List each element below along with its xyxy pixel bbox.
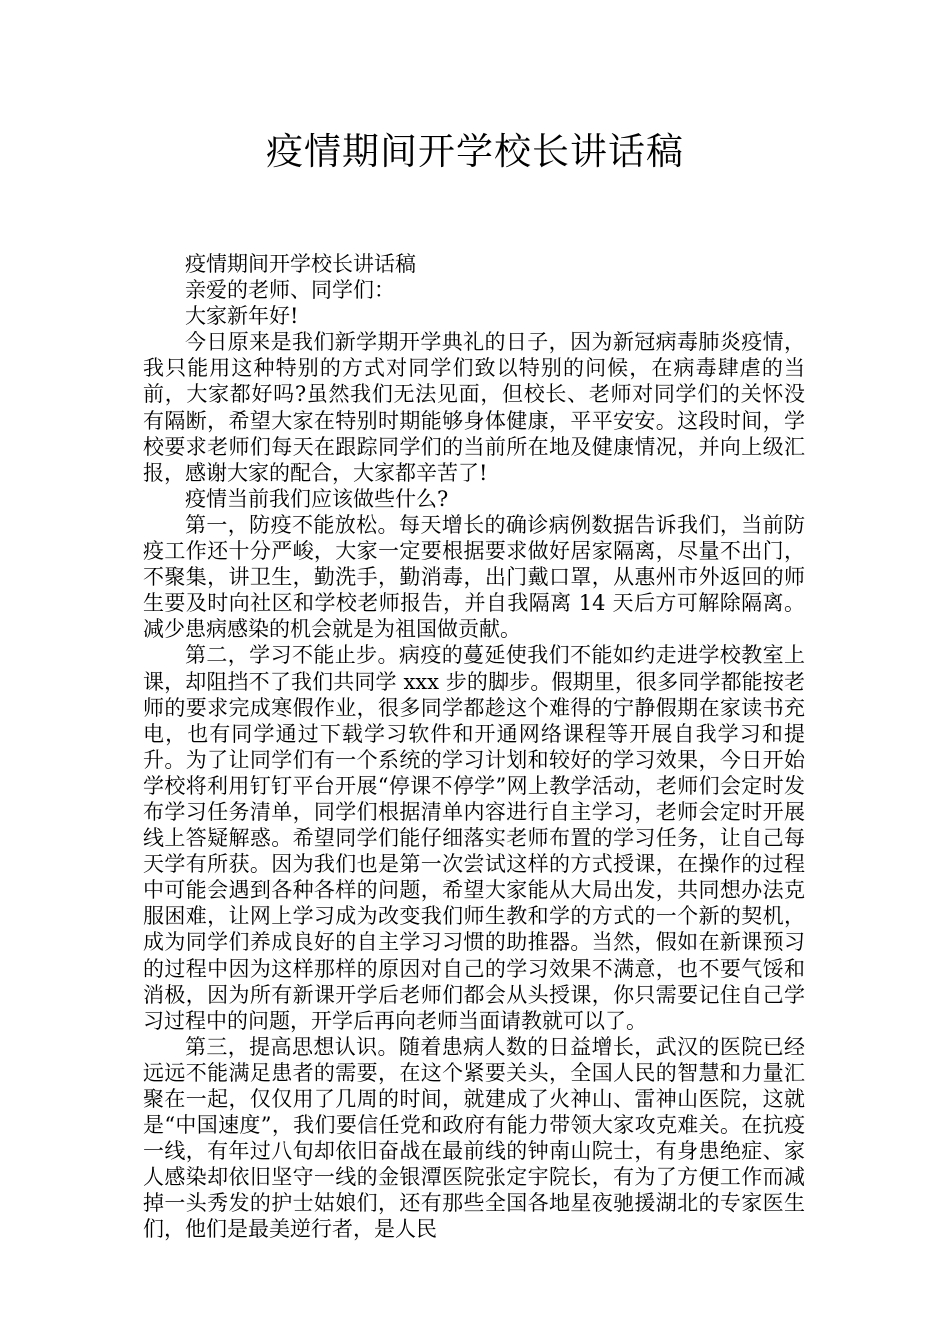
paragraph-question: 疫情当前我们应该做些什么? bbox=[185, 486, 449, 511]
document-body bbox=[143, 251, 805, 1243]
paragraph-third-point: 第三，提高思想认识。随着患病人数的日益增长，武汉的医院已经远远不能满足患者的需要，在这个紧要关头，全国人民的智慧和力量汇聚在一起，仅仅用了几周的时间，就建成了火神山、雷神山医院，这就是“中国速度”，我们要信任党和政府有能力带领大家攻克难关。在抗疫一线，有年过八旬却依旧奋战在最前线的钟南山院士，有身患绝症、家人感染却依旧坚守一线的金银潭医院张定宇院长，有为了方便工作而减掉一头秀发的护士姑娘们，还有那些全国各地星夜驰援湖北的专家医生们，他们是最美逆行者，是人民 bbox=[143, 1034, 805, 1242]
document-title: 疫情期间开学校长讲话稿 bbox=[266, 130, 684, 173]
paragraph-second-point: 第二，学习不能止步。病疫的蔓延使我们不能如约走进学校教室上课，却阻挡不了我们共同学 xxx 步的脚步。假期里，很多同学都能按老师的要求完成寒假作业，很多同学都趁这个难得的宁静假期在家读书充电，也有同学通过下载学习软件和开通网络课程等开展自我学习和提升。为了让同学们有一个系统的学习计划和较好的学习效果，今日开始学校将利用钉钉平台开展“停课不停学”网上教学活动，老师们会定时发布学习任务清单，同学们根据清单内容进行自主学习，老师会定时开展线上答疑解惑。希望同学们能仔细落实老师布置的学习任务，让自己每天学有所获。因为我们也是第一次尝试这样的方式授课，在操作的过程中可能会遇到各种各样的问题，希望大家能从大局出发，共同想办法克服困难，让网上学习成为改变我们师生教和学的方式的一个新的契机，成为同学们养成良好的自主学习习惯的助推器。当然，假如在新课预习的过程中因为这样那样的原因对自己的学习效果不满意，也不要气馁和消极，因为所有新课开学后老师们都会从头授课，你只需要记住自己学习过程中的问题，开学后再向老师当面请教就可以了。 bbox=[143, 643, 805, 1033]
paragraph-heading-repeat: 疫情期间开学校长讲话稿 bbox=[185, 252, 416, 276]
paragraph-greeting: 大家新年好! bbox=[185, 304, 299, 329]
paragraph-salutation: 亲爱的老师、同学们： bbox=[185, 278, 395, 303]
paragraph-intro: 今日原来是我们新学期开学典礼的日子，因为新冠病毒肺炎疫情，我只能用这种特别的方式对同学们致以特别的问候，在病毒肆虐的当前，大家都好吗?虽然我们无法见面，但校长、老师对同学们的关怀没有隔断，希望大家在特别时期能够身体健康，平平安安。这段时间，学校要求老师们每天在跟踪同学们的当前所在地及健康情况，并向上级汇报，感谢大家的配合，大家都辛苦了! bbox=[143, 330, 805, 485]
paragraph-first-point: 第一，防疫不能放松。每天增长的确诊病例数据告诉我们，当前防疫工作还十分严峻，大家一定要根据要求做好居家隔离，尽量不出门，不聚集，讲卫生，勤洗手，勤消毒，出门戴口罩，从惠州市外返回的师生要及时向社区和学校老师报告，并自我隔离 14 天后方可解除隔离。减少患病感染的机会就是为祖国做贡献。 bbox=[143, 512, 805, 642]
